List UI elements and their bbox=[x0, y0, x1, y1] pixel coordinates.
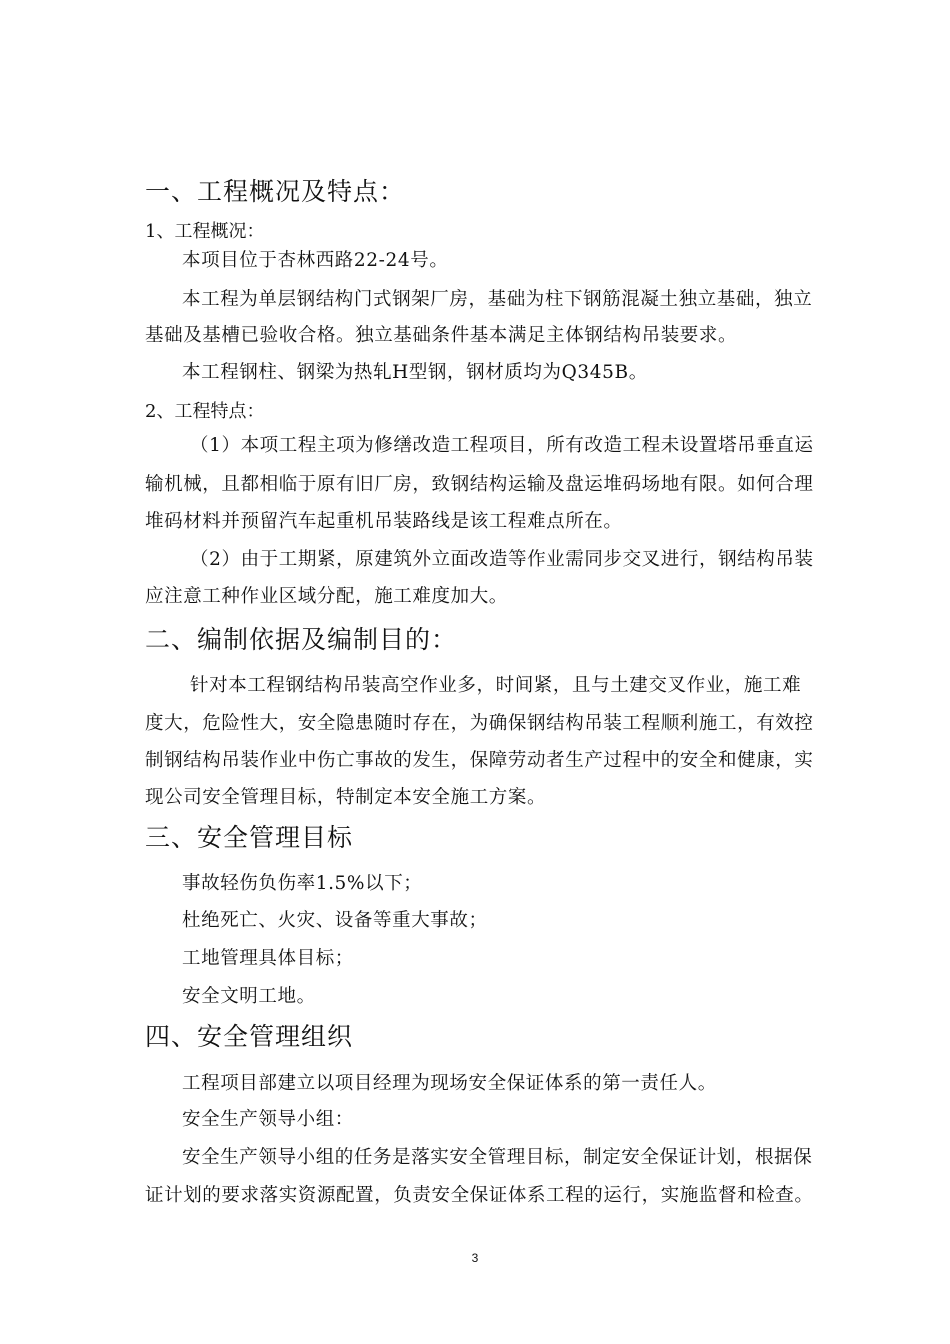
paragraph-line: 杜绝死亡、火灾、设备等重大事故； bbox=[182, 910, 488, 931]
paragraph-line: 制钢结构吊装作业中伤亡事故的发生，保障劳动者生产过程中的安全和健康，实 bbox=[145, 750, 814, 771]
paragraph-line: 工程项目部建立以项目经理为现场安全保证体系的第一责任人。 bbox=[182, 1073, 717, 1094]
paragraph-line: 本工程为单层钢结构门式钢架厂房，基础为柱下钢筋混凝土独立基础，独立 bbox=[182, 289, 813, 310]
paragraph-line: 本项目位于杏林西路22-24号。 bbox=[182, 250, 449, 271]
paragraph-line: 事故轻伤负伤率1.5%以下； bbox=[182, 873, 423, 894]
section-heading-2: 二、编制依据及编制目的： bbox=[145, 625, 458, 654]
paragraph-line: 输机械，且都相临于原有旧厂房，致钢结构运输及盘运堆码场地有限。如何合理 bbox=[145, 474, 814, 495]
paragraph-line: （2）由于工期紧，原建筑外立面改造等作业需同步交叉进行，钢结构吊装 bbox=[190, 549, 814, 570]
section-heading-3: 三、安全管理目标 bbox=[145, 823, 354, 852]
paragraph-line: 度大，危险性大，安全隐患随时存在，为确保钢结构吊装工程顺利施工，有效控 bbox=[145, 713, 814, 734]
paragraph-line: 现公司安全管理目标，特制定本安全施工方案。 bbox=[145, 787, 547, 808]
paragraph-line: 工地管理具体目标； bbox=[182, 948, 354, 969]
paragraph-line: 应注意工种作业区域分配，施工难度加大。 bbox=[145, 586, 508, 607]
subsection-title-1-1: 1、工程概况： bbox=[145, 221, 265, 242]
paragraph-line: 证计划的要求落实资源配置，负责安全保证体系工程的运行，实施监督和检查。 bbox=[145, 1185, 814, 1206]
paragraph-line: 基础及基槽已验收合格。独立基础条件基本满足主体钢结构吊装要求。 bbox=[145, 325, 738, 346]
paragraph-line: 本工程钢柱、钢梁为热轧H型钢，钢材质均为Q345B。 bbox=[182, 362, 648, 383]
paragraph-line: （1）本项工程主项为修缮改造工程项目，所有改造工程未设置塔吊垂直运 bbox=[190, 435, 814, 456]
subsection-title-1-2: 2、工程特点： bbox=[145, 401, 265, 422]
paragraph-line: 安全文明工地。 bbox=[182, 986, 316, 1007]
paragraph-line: 堆码材料并预留汽车起重机吊装路线是该工程难点所在。 bbox=[145, 511, 623, 532]
paragraph-line: 安全生产领导小组的任务是落实安全管理目标，制定安全保证计划，根据保 bbox=[182, 1147, 813, 1168]
page-number: 3 bbox=[471, 1251, 479, 1265]
paragraph-line: 安全生产领导小组： bbox=[182, 1109, 354, 1130]
section-heading-4: 四、安全管理组织 bbox=[145, 1022, 354, 1051]
section-heading-1: 一、工程概况及特点： bbox=[145, 177, 406, 206]
paragraph-line: 针对本工程钢结构吊装高空作业多，时间紧，且与土建交叉作业，施工难 bbox=[190, 675, 802, 696]
